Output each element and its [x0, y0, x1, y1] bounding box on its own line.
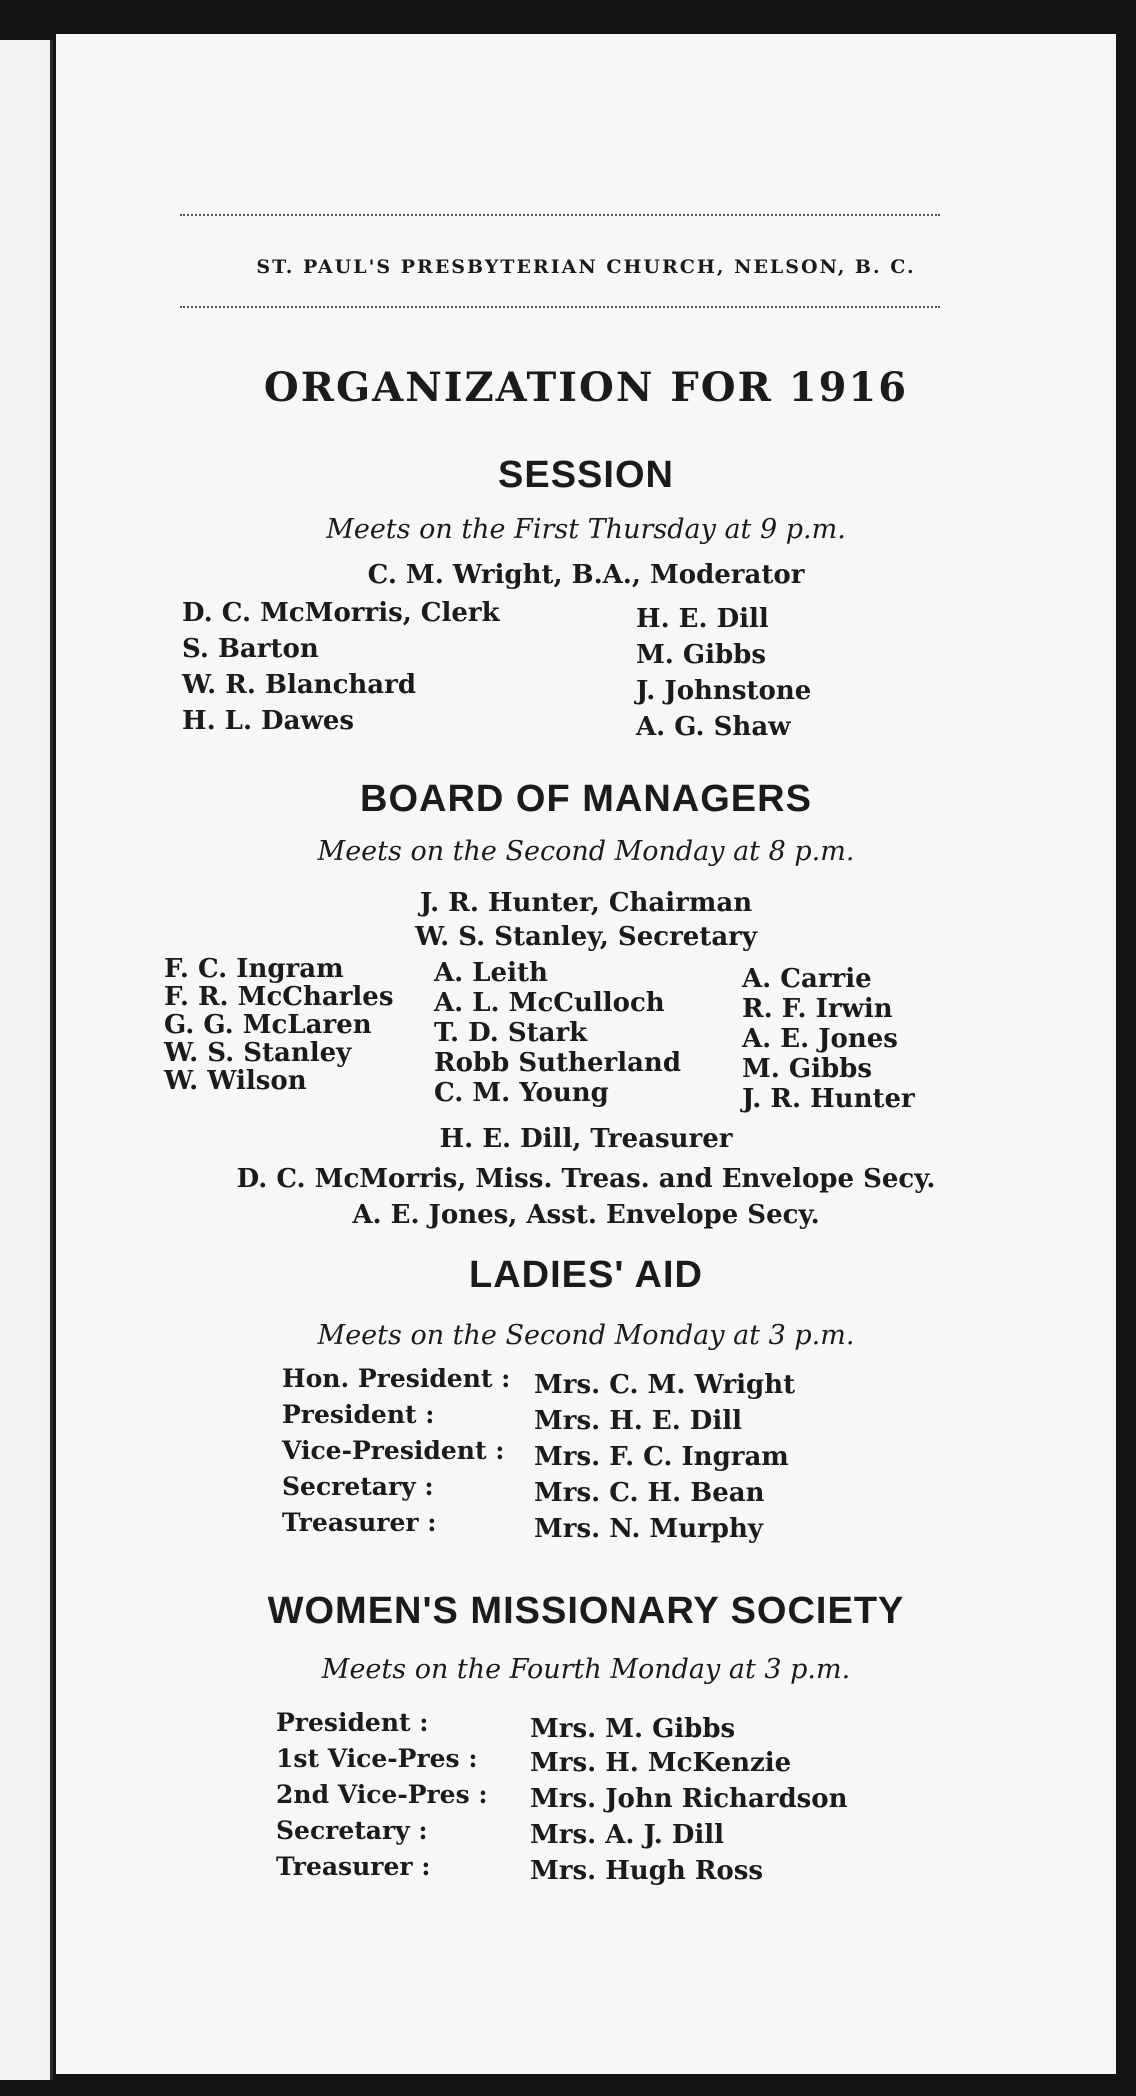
board-member: W. S. Stanley [164, 1038, 352, 1068]
session-meets: Meets on the First Thursday at 9 p.m. [326, 514, 846, 545]
wms-name: Mrs. Hugh Ross [530, 1856, 764, 1886]
session-member: S. Barton [182, 634, 319, 664]
wms-name: Mrs. M. Gibbs [530, 1714, 736, 1744]
wms-meets: Meets on the Fourth Monday at 3 p.m. [321, 1654, 851, 1685]
board-member: A. E. Jones [742, 1024, 898, 1054]
page-title: ORGANIZATION FOR 1916 [263, 364, 909, 411]
board-asst: A. E. Jones, Asst. Envelope Secy. [352, 1200, 820, 1230]
ladies-name: Mrs. H. E. Dill [534, 1406, 742, 1436]
board-meets: Meets on the Second Monday at 8 p.m. [317, 836, 855, 867]
session-member: A. G. Shaw [636, 712, 791, 742]
ladies-heading: LADIES' AID [469, 1254, 703, 1296]
session-member: H. E. Dill [636, 604, 769, 634]
board-member: G. G. McLaren [164, 1010, 372, 1040]
board-member: T. D. Stark [434, 1018, 588, 1048]
board-member: A. Carrie [742, 964, 872, 994]
church-header: ST. PAUL'S PRESBYTERIAN CHURCH, NELSON, B. C. [256, 256, 916, 278]
wms-name: Mrs. H. McKenzie [530, 1748, 792, 1778]
ladies-role: Hon. President : [282, 1364, 511, 1393]
header-rule-bottom [180, 306, 940, 308]
board-chairman: J. R. Hunter, Chairman [419, 888, 753, 918]
session-member: D. C. McMorris, Clerk [182, 598, 500, 628]
board-miss-treas: D. C. McMorris, Miss. Treas. and Envelope Secy. [236, 1164, 936, 1194]
wms-role: Treasurer : [276, 1852, 431, 1881]
session-member: M. Gibbs [636, 640, 766, 670]
board-member: C. M. Young [434, 1078, 609, 1108]
wms-role: 2nd Vice-Pres : [276, 1780, 488, 1809]
ladies-name: Mrs. C. H. Bean [534, 1478, 765, 1508]
ladies-role: Treasurer : [282, 1508, 437, 1537]
session-moderator: C. M. Wright, B.A., Moderator [367, 560, 805, 590]
board-member: J. R. Hunter [742, 1084, 915, 1114]
wms-name: Mrs. A. J. Dill [530, 1820, 725, 1850]
board-treasurer: H. E. Dill, Treasurer [439, 1124, 733, 1154]
board-member: A. Leith [434, 958, 548, 988]
wms-role: 1st Vice-Pres : [276, 1744, 478, 1773]
page-edge-left [0, 40, 53, 2080]
ladies-name: Mrs. N. Murphy [534, 1514, 763, 1544]
board-member: F. C. Ingram [164, 954, 344, 984]
header-rule-top [180, 214, 940, 216]
session-heading: SESSION [498, 454, 674, 496]
ladies-meets: Meets on the Second Monday at 3 p.m. [317, 1320, 855, 1351]
board-member: A. L. McCulloch [434, 988, 665, 1018]
wms-name: Mrs. John Richardson [530, 1784, 848, 1814]
board-member: Robb Sutherland [434, 1048, 681, 1078]
ladies-role: President : [282, 1400, 435, 1429]
ladies-name: Mrs. C. M. Wright [534, 1370, 796, 1400]
ladies-role: Secretary : [282, 1472, 434, 1501]
board-member: R. F. Irwin [742, 994, 893, 1024]
wms-role: Secretary : [276, 1816, 428, 1845]
wms-role: President : [276, 1708, 429, 1737]
board-member: W. Wilson [164, 1066, 307, 1096]
board-heading: BOARD OF MANAGERS [360, 778, 812, 820]
session-member: H. L. Dawes [182, 706, 355, 736]
ladies-role: Vice-President : [282, 1436, 505, 1465]
session-member: W. R. Blanchard [182, 670, 417, 700]
ladies-name: Mrs. F. C. Ingram [534, 1442, 789, 1472]
board-secretary: W. S. Stanley, Secretary [415, 922, 757, 952]
board-member: F. R. McCharles [164, 982, 394, 1012]
board-member: M. Gibbs [742, 1054, 872, 1084]
document-page [56, 34, 1116, 2074]
wms-heading: WOMEN'S MISSIONARY SOCIETY [267, 1590, 905, 1632]
session-member: J. Johnstone [636, 676, 812, 706]
